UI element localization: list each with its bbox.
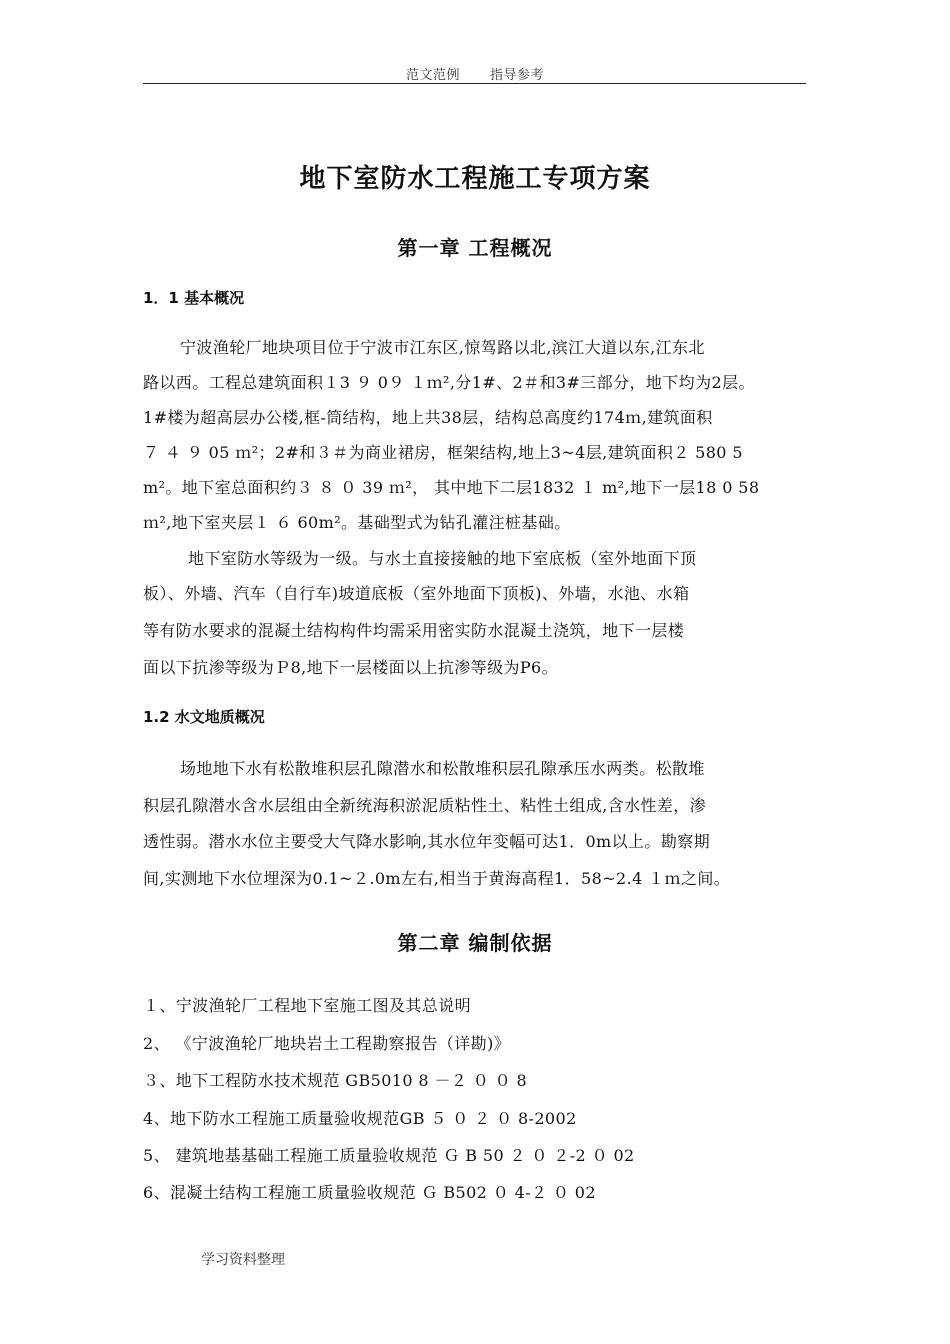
paragraph-line: 积层孔隙潜水含水层组由全新统海积淤泥质粘性土、粘性土组成,含水性差，渗 <box>143 796 707 815</box>
paragraph-line: 间,实测地下水位埋深为0.1~２.0m左右,相当于黄海高程1．58~2.4 １ｍ之间。 <box>143 869 731 888</box>
paragraph-line: 宁波渔轮厂地块项目位于宁波市江东区,惊驾路以北,滨江大道以东,江东北 <box>180 338 705 357</box>
paragraph-line: 场地地下水有松散堆积层孔隙潜水和松散堆积层孔隙承压水两类。松散堆 <box>180 759 705 778</box>
page-header <box>0 64 950 83</box>
chapter-2-heading: 第二章 编制依据 <box>397 931 553 955</box>
paragraph-line: 路以西。工程总建筑面积１3 ９ 0９ １ｍ²,分1#、2＃和3#三部分，地下均为2层。 <box>143 373 755 392</box>
document-title: 地下室防水工程施工专项方案 <box>299 164 651 194</box>
paragraph-line: 透性弱。潜水水位主要受大气降水影响,其水位年变幅可达1．0m以上。勘察期 <box>143 832 711 851</box>
header-left-text: 范文范例 <box>405 68 460 83</box>
paragraph-line: 板）、外墙、汽车（自行车)坡道底板（室外地面下顶板)、外墙，水池、水箱 <box>143 584 690 603</box>
reference-item: １、宁波渔轮厂工程地下室施工图及其总说明 <box>143 996 472 1015</box>
page-footer: 学习资料整理 <box>201 1252 285 1268</box>
paragraph-line: 地下室防水等级为一级。与水土直接接触的地下室底板（室外地面下顶 <box>188 549 697 568</box>
reference-item: 5、 建筑地基基础工程施工质量验收规范 Ｇ B 50 ２ ０ ２-2 ０ 02 <box>143 1146 635 1165</box>
paragraph-line: 等有防水要求的混凝土结构构件均需采用密实防水混凝土浇筑，地下一层楼 <box>143 621 685 640</box>
reference-item: 4、地下防水工程施工质量验收规范GB ５ ０ ２ ０ 8-2002 <box>143 1109 577 1128</box>
paragraph-line: ７ ４ ９ 05 ｍ²；2#和３＃为商业裙房，框架结构,地上3~4层,建筑面积２ 580 5 <box>143 443 743 462</box>
header-right-text: 指导参考 <box>490 68 545 83</box>
reference-item: ３、地下工程防水技术规范 GB5010 8 －２ ０ ０ 8 <box>143 1071 528 1090</box>
reference-item: 6、混凝土结构工程施工质量验收规范 Ｇ B502 ０ 4-２ ０ 02 <box>143 1183 596 1202</box>
paragraph-line: 面以下抗渗等级为Ｐ8,地下一层楼面以上抗渗等级为P6。 <box>143 658 559 677</box>
header-divider <box>143 83 806 84</box>
chapter-1-heading: 第一章 工程概况 <box>397 236 553 260</box>
section-1-2-heading: 1.2 水文地质概况 <box>143 708 265 726</box>
section-1-1-heading: 1．1 基本概况 <box>143 289 245 307</box>
paragraph-line: 1#楼为超高层办公楼,框-筒结构，地上共38层，结构总高度约174ｍ,建筑面积 <box>143 408 713 427</box>
paragraph-line: m²。地下室总面积约３ ８ ０ 39 ｍ²， 其中地下二层1832 １ m²,地下一层18 0 58 <box>143 478 760 497</box>
paragraph-line: ｍ²,地下室夹层１ ６ 60m²。基础型式为钻孔灌注桩基础。 <box>143 513 571 532</box>
reference-item: 2、 《宁波渔轮厂地块岩土工程勘察报告（详勘)》 <box>143 1034 511 1053</box>
